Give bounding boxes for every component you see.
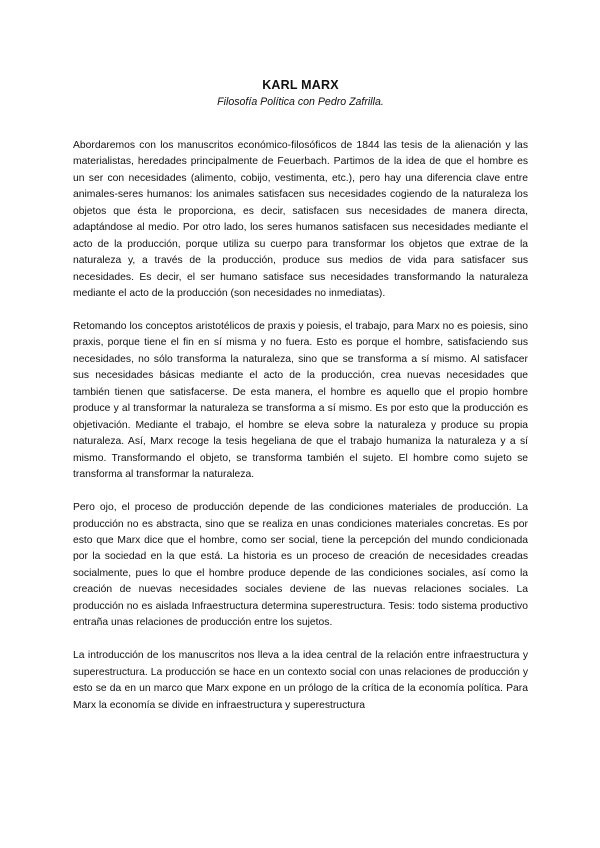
paragraph-3: Pero ojo, el proceso de producción depende de las condiciones materiales de producción. La producción no es abstracta, sino que se realiza en unas condiciones materiales concretas. Es por esto que Marx dice que el hombre, como ser social, tiene la percepción del mundo condicionada por la sociedad en la que está. La historia es un proceso de creación de necesidades creadas socialmente, pues lo que el hombre produce depende de las condiciones sociales, así como la creación de nuevas necesidades sociales deviene de las nuevas relaciones sociales. La producción no es aislada Infraestructura determina superestructura. Tesis: todo sistema productivo entraña unas relaciones de producción entre los sujetos.	[73, 502, 528, 629]
paragraph-4: La introducción de los manuscritos nos lleva a la idea central de la relación entre infraestructura y superestructura. La producción se hace en un contexto social con unas relaciones de producción y esto se da en un marco que Marx expone en un prólogo de la crítica de la economía política. Para Marx la economía se divide en infraestructura y superestructura	[73, 650, 528, 711]
paragraph-2: Retomando los conceptos aristotélicos de praxis y poiesis, el trabajo, para Marx no es poiesis, sino praxis, porque tiene el fin en sí misma y no fuera. Esto es porque el hombre, satisfaciendo sus necesidades, no sólo transforma la naturaleza, sino que se transforma a sí mismo. Al satisfacer sus necesidades básicas mediante el acto de la producción, crea nuevas necesidades que también tienen que satisfacerse. De esta manera, el hombre es aquello que el propio hombre produce y al transformar la naturaleza se transforma a sí mismo. Es por esto que la producción es objetivación. Mediante el trabajo, el hombre se eleva sobre la naturaleza y produce su propia naturaleza. Así, Marx recoge la tesis hegeliana de que el trabajo humaniza la naturaleza y a sí mismo. Transformando el objeto, se transforma también el sujeto. El hombre como sujeto se transforma al transformar la naturaleza.	[73, 321, 528, 481]
document-body	[73, 138, 528, 714]
document-title: KARL MARX	[262, 78, 339, 92]
document-subtitle: Filosofía Política con Pedro Zafrilla.	[217, 96, 384, 108]
paragraph-1: Abordaremos con los manuscritos económico-filosóficos de 1844 las tesis de la alienación y las materialistas, heredades principalmente de Feuerbach. Partimos de la idea de que el hombre es un ser con necesidades (alimento, cobijo, vestimenta, etc.), pero hay una diferencia clave entre animales-seres humanos: los animales satisfacen sus necesidades cogiendo de la naturaleza los objetos que ésta le proporciona, es decir, satisfacen sus necesidades de manera directa, adaptándose al medio. Por otro lado, los seres humanos satisfacen sus necesidades mediante el acto de la producción, porque utiliza su cuerpo para transformar los objetos que extrae de la naturaleza y, a través de la producción, produce sus medios de vida para satisfacer sus necesidades. Es decir, el ser humano satisface sus necesidades transformando la naturaleza mediante el acto de la producción (son necesidades no inmediatas).	[73, 140, 528, 300]
